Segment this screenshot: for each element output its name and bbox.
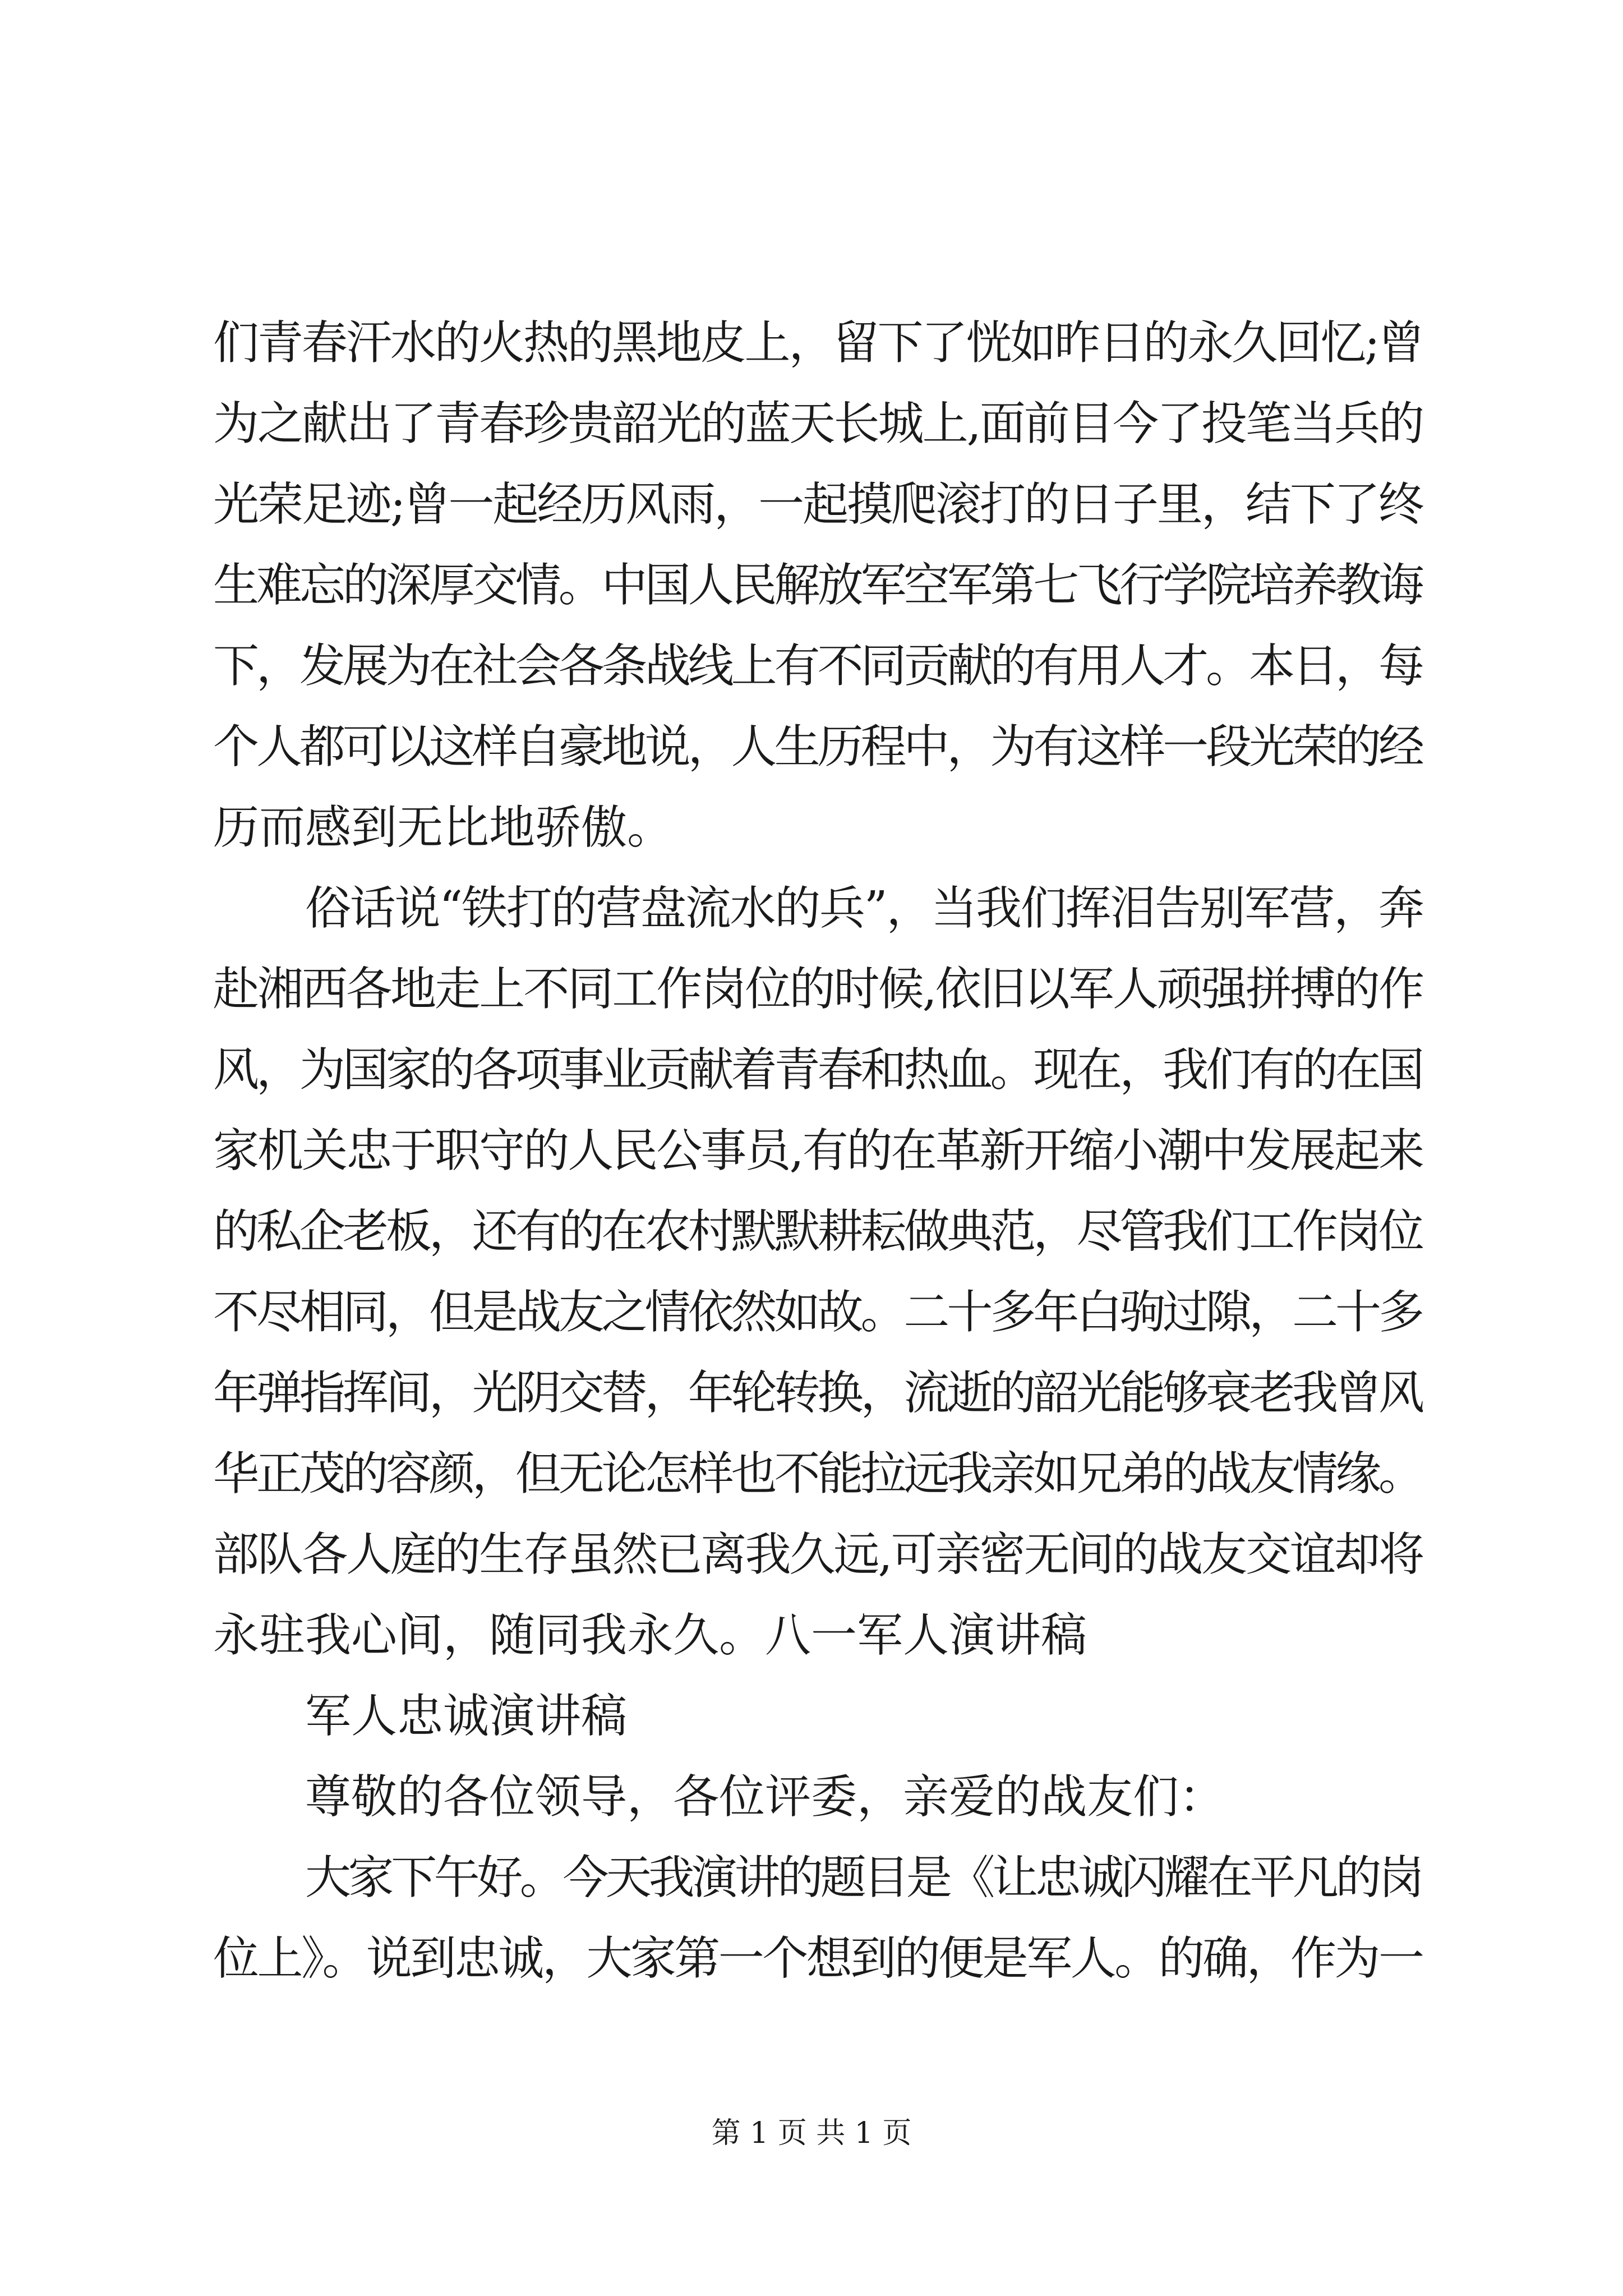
text-line: 们青春汗水的火热的黑地皮上，留下了恍如昨日的永久回忆;曾 <box>213 316 1423 370</box>
text-line: 生难忘的深厚交情。中国人民解放军空军第七飞行学院培养教诲 <box>213 559 1422 612</box>
text-line: 大家下午好。今天我演讲的题目是《让忠诚闪耀在平凡的岗 <box>305 1851 1422 1904</box>
text-line: 光荣足迹;曾一起经历风雨，一起摸爬滚打的日子里，结下了终 <box>213 478 1423 531</box>
text-line: 部队各人庭的生存虽然已离我久远,可亲密无间的战友交谊却将 <box>213 1528 1423 1581</box>
text-line: 尊敬的各位领导，各位评委，亲爱的战友们： <box>305 1770 1225 1824</box>
text-line: 不尽相同，但是战友之情依然如故。二十多年白驹过隙，二十多 <box>213 1286 1422 1339</box>
text-line: 个人都可以这样自豪地说，人生历程中，为有这样一段光荣的经 <box>213 720 1422 774</box>
text-line: 赴湘西各地走上不同工作岗位的时候,依旧以军人顽强拼搏的作 <box>213 963 1423 1016</box>
text-line: 下，发展为在社会各条战线上有不同贡献的有用人才。本日，每 <box>213 639 1422 693</box>
text-line: 为之献出了青春珍贵韶光的蓝天长城上,面前目今了投笔当兵的 <box>213 397 1423 450</box>
page-footer: 第 1 页 共 1 页 <box>711 2116 912 2150</box>
text-line: 俗话说“铁打的营盘流水的兵”，当我们挥泪告别军营，奔 <box>305 882 1423 935</box>
text-line: 年弹指挥间，光阴交替，年轮转换，流逝的韶光能够衰老我曾风 <box>213 1366 1422 1420</box>
text-line: 永驻我心间，随同我永久。八一军人演讲稿 <box>213 1609 1087 1662</box>
text-line: 的私企老板，还有的在农村默默耕耘做典范，尽管我们工作岗位 <box>213 1205 1422 1258</box>
text-line: 位上》。说到忠诚，大家第一个想到的便是军人。的确，作为一 <box>213 1932 1423 1985</box>
text-line: 军人忠诚演讲稿 <box>305 1690 628 1743</box>
text-line: 历而感到无比地骄傲。 <box>213 801 674 854</box>
text-line: 家机关忠于职守的人民公事员,有的在革新开缩小潮中发展起来 <box>213 1124 1423 1177</box>
text-line: 华正茂的容颜，但无论怎样也不能拉远我亲如兄弟的战友情缘。 <box>213 1447 1422 1501</box>
document-body <box>213 303 1424 1999</box>
text-line: 风，为国家的各项事业贡献着青春和热血。现在，我们有的在国 <box>213 1043 1422 1097</box>
